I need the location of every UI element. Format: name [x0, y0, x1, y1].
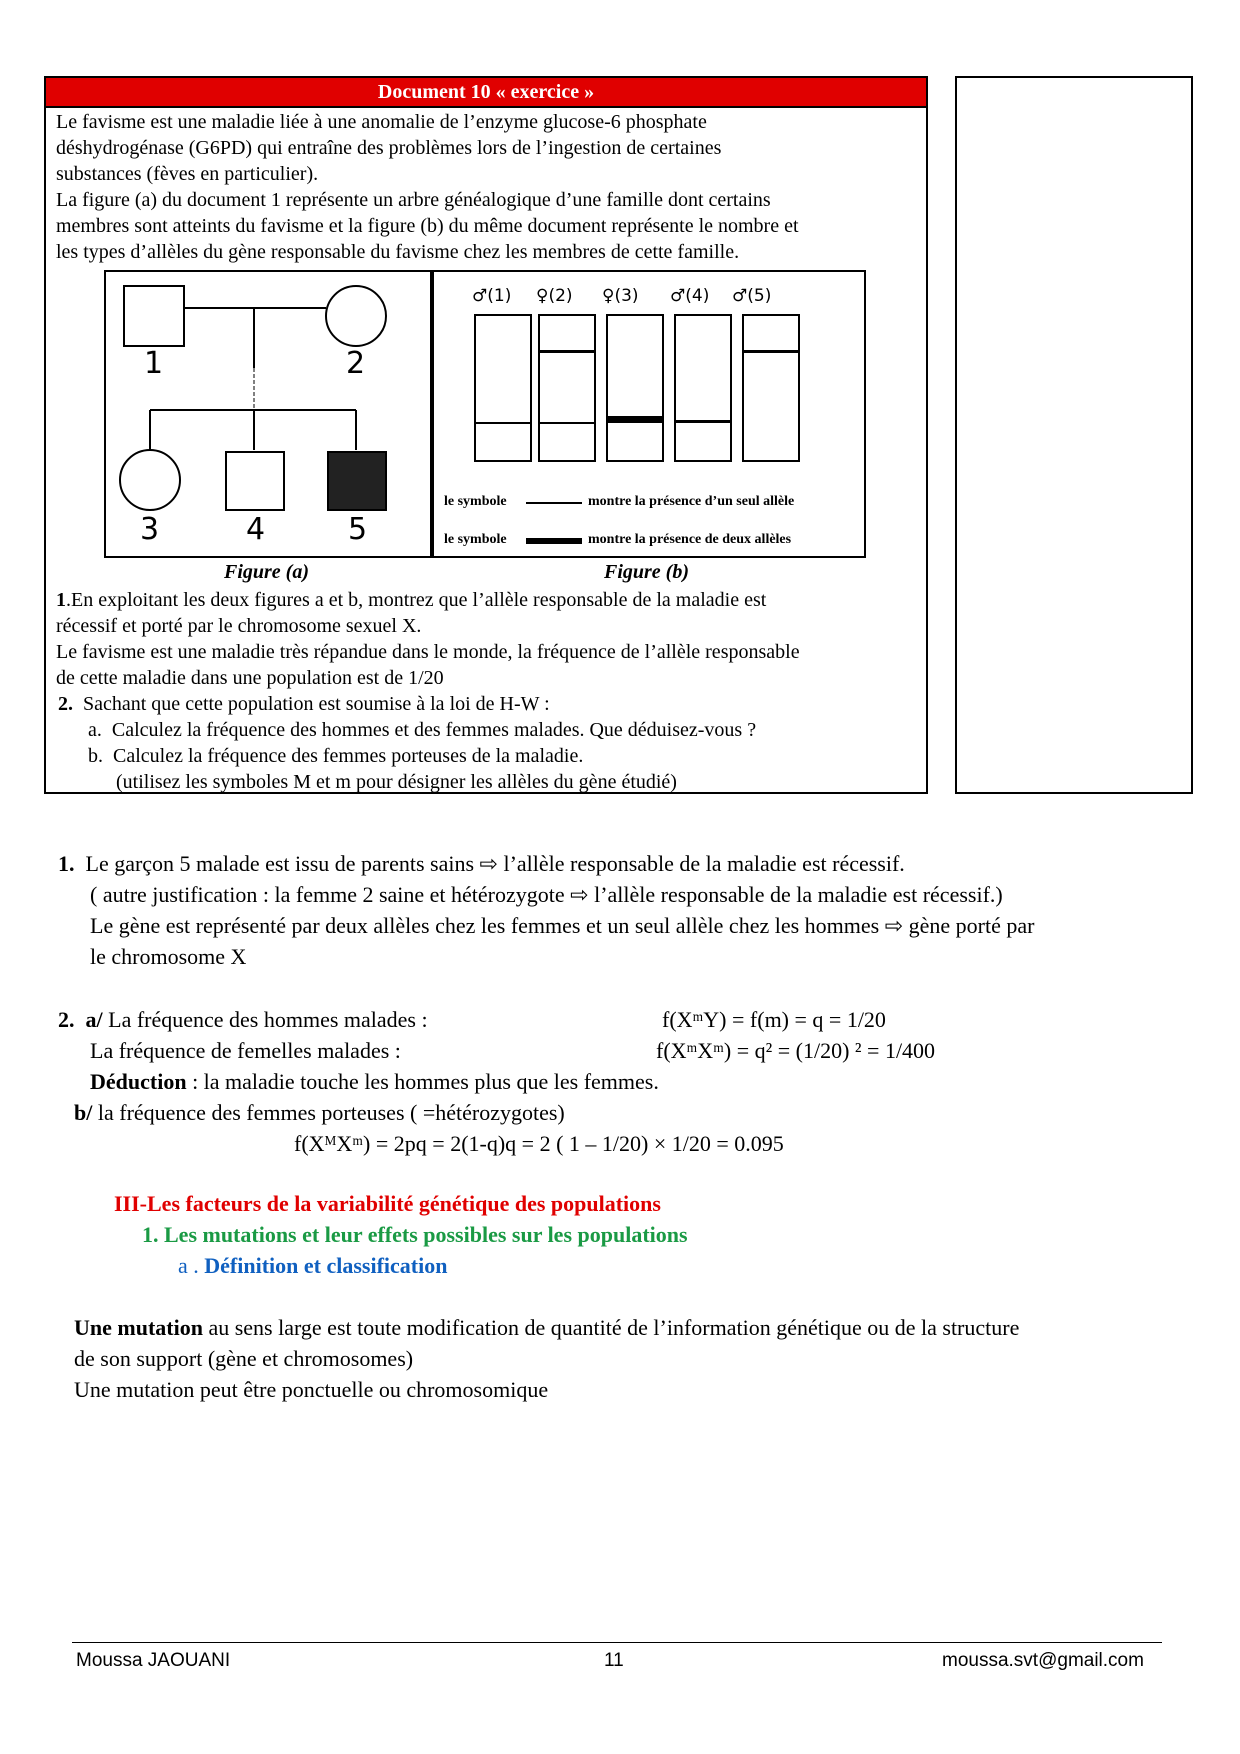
- intro-line-2: déshydrogénase (G6PD) qui entraîne des problèmes lors de l’ingestion de certaines: [56, 137, 722, 159]
- section-title: III-Les facteurs de la variabilité génétique des populations: [114, 1191, 661, 1216]
- pedigree-label-5: 5: [348, 512, 368, 547]
- intro-line-3: substances (fèves en particulier).: [56, 163, 319, 185]
- answer-2b-formula: f(XᴹXᵐ) = 2pq = 2(1-q)q = 2 ( 1 – 1/20) × 1/20 = 0.095: [294, 1131, 784, 1156]
- answer-2-number: 2.: [58, 1007, 75, 1032]
- footer-email: moussa.svt@gmail.com: [942, 1650, 1144, 1671]
- pedigree-individual-2: [326, 286, 386, 346]
- pedigree-label-2: 2: [346, 346, 366, 381]
- intro-line-1: Le favisme est une maladie liée à une anomalie de l’enzyme glucose-6 phosphate: [56, 111, 707, 133]
- answer-1-line-3: Le gène est représenté par deux allèles chez les femmes et un seul allèle chez les hommes ⇨ gène porté par: [90, 913, 1035, 938]
- legend-2-right: montre la présence de deux allèles: [588, 532, 792, 547]
- legend-2-left: le symbole: [444, 532, 507, 547]
- question-1-text: .En exploitant les deux figures a et b, montrez que l’allèle responsable de la maladie est: [66, 589, 767, 611]
- band-double: [608, 416, 662, 423]
- lane-label-1: ♂(1): [472, 286, 512, 306]
- legend-thick-line: [526, 538, 582, 544]
- answer-2b-label: b/: [74, 1100, 93, 1125]
- answer-1-number: 1.: [58, 851, 75, 876]
- question-2a-text: Calculez la fréquence des hommes et des femmes malades. Que déduisez-vous ?: [111, 719, 757, 741]
- footer-author: Moussa JAOUANI: [76, 1650, 231, 1671]
- question-1: [56, 587, 766, 613]
- question-2: [58, 691, 550, 717]
- answer-2b-text: la fréquence des femmes porteuses ( =hétérozygotes): [92, 1100, 565, 1125]
- context-line-1: Le favisme est une maladie très répandue dans le monde, la fréquence de l’allèle responsable: [56, 641, 800, 663]
- pedigree-label-1: 1: [144, 346, 164, 381]
- deduction-label: Déduction: [90, 1069, 187, 1094]
- question-2-text: Sachant que cette population est soumise à la loi de H-W :: [83, 693, 550, 715]
- mutation-definition-line-2: de son support (gène et chromosomes): [74, 1346, 414, 1371]
- pedigree-individual-3: [120, 450, 180, 510]
- mutation-term: Une mutation: [74, 1315, 203, 1340]
- subsection-1-title: 1. Les mutations et leur effets possibles sur les populations: [142, 1222, 688, 1247]
- lane-1: [474, 314, 532, 462]
- answer-2a-females-formula: f(XᵐXᵐ) = q² = (1/20) ² = 1/400: [656, 1038, 936, 1063]
- answer-1-line-4: le chromosome X: [90, 944, 247, 969]
- legend-1-left: le symbole: [444, 494, 507, 509]
- figure-b-caption: Figure (b): [604, 561, 689, 583]
- lane-5: [742, 314, 800, 462]
- figure-b-alleles: [432, 270, 866, 558]
- answer-1-line-2: ( autre justification : la femme 2 saine et hétérozygote ⇨ l’allèle responsable de la maladie est récessif.): [90, 882, 1003, 907]
- subsection-a-text: Définition et classification: [204, 1253, 448, 1278]
- figure-a-pedigree: [104, 270, 432, 558]
- mutation-definition-text: au sens large est toute modification de quantité de l’information génétique ou de la structure: [202, 1315, 1020, 1340]
- pedigree-label-4: 4: [246, 512, 266, 547]
- intro-line-5: membres sont atteints du favisme et la figure (b) du même document représente le nombre et: [56, 215, 799, 237]
- deduction-text: : la maladie touche les hommes plus que les femmes.: [186, 1069, 659, 1094]
- band-single: [676, 420, 730, 423]
- mutation-definition-line-1: [74, 1312, 1019, 1343]
- subsection-a-letter: a .: [178, 1253, 205, 1278]
- context-line-2: de cette maladie dans une population est de 1/20: [56, 667, 444, 689]
- answer-2a-formula: f(XᵐY) = f(m) = q = 1/20: [662, 1007, 886, 1032]
- question-2a: [88, 717, 756, 743]
- answer-1-line-1: [58, 848, 905, 879]
- answer-1-text: Le garçon 5 malade est issu de parents sains ⇨ l’allèle responsable de la maladie est récessif.: [85, 851, 905, 876]
- legend-thin-line: [526, 502, 582, 504]
- question-2a-letter: a.: [88, 719, 102, 741]
- band-single: [540, 422, 594, 424]
- answer-2a-females: La fréquence de femelles malades :: [90, 1038, 401, 1063]
- answer-2a: [58, 1004, 428, 1035]
- subsection-a-title: [178, 1250, 447, 1281]
- footer-rule: [72, 1642, 1162, 1643]
- intro-line-6: les types d’allèles du gène responsable du favisme chez les membres de cette famille.: [56, 241, 740, 263]
- band-single: [540, 350, 594, 353]
- intro-line-4: La figure (a) du document 1 représente un arbre généalogique d’une famille dont certains: [56, 189, 771, 211]
- lane-label-3: ♀(3): [602, 286, 639, 306]
- lane-3: [606, 314, 664, 462]
- document-header: Document 10 « exercice »: [46, 78, 926, 108]
- band-single: [476, 422, 530, 424]
- question-1-number: 1: [56, 589, 66, 611]
- lane-label-5: ♂(5): [732, 286, 772, 306]
- lane-label-2: ♀(2): [536, 286, 573, 306]
- band-single: [744, 350, 798, 353]
- question-2b-letter: b.: [88, 745, 103, 767]
- question-2b: [88, 743, 583, 769]
- figure-a-caption: Figure (a): [224, 561, 309, 583]
- question-2b-note: (utilisez les symboles M et m pour désigner les allèles du gène étudié): [116, 771, 677, 793]
- footer-page-number: 11: [604, 1650, 624, 1671]
- lane-4: [674, 314, 732, 462]
- side-box: [955, 76, 1193, 794]
- deduction: [90, 1066, 659, 1097]
- answer-2a-label: a/: [85, 1007, 103, 1032]
- mutation-definition-line-3: Une mutation peut être ponctuelle ou chromosomique: [74, 1377, 549, 1402]
- answer-2a-text: La fréquence des hommes malades :: [102, 1007, 428, 1032]
- answer-2b: [74, 1097, 565, 1128]
- pedigree-individual-4: [226, 452, 284, 510]
- lane-label-4: ♂(4): [670, 286, 710, 306]
- pedigree-individual-1: [124, 286, 184, 346]
- pedigree-individual-5-affected: [328, 452, 386, 510]
- lane-2: [538, 314, 596, 462]
- question-2-number: 2.: [58, 693, 73, 715]
- question-2b-text: Calculez la fréquence des femmes porteuses de la maladie.: [113, 745, 584, 767]
- legend-1-right: montre la présence d’un seul allèle: [588, 494, 795, 509]
- pedigree-label-3: 3: [140, 512, 160, 547]
- question-1-line-2: récessif et porté par le chromosome sexuel X.: [56, 615, 422, 637]
